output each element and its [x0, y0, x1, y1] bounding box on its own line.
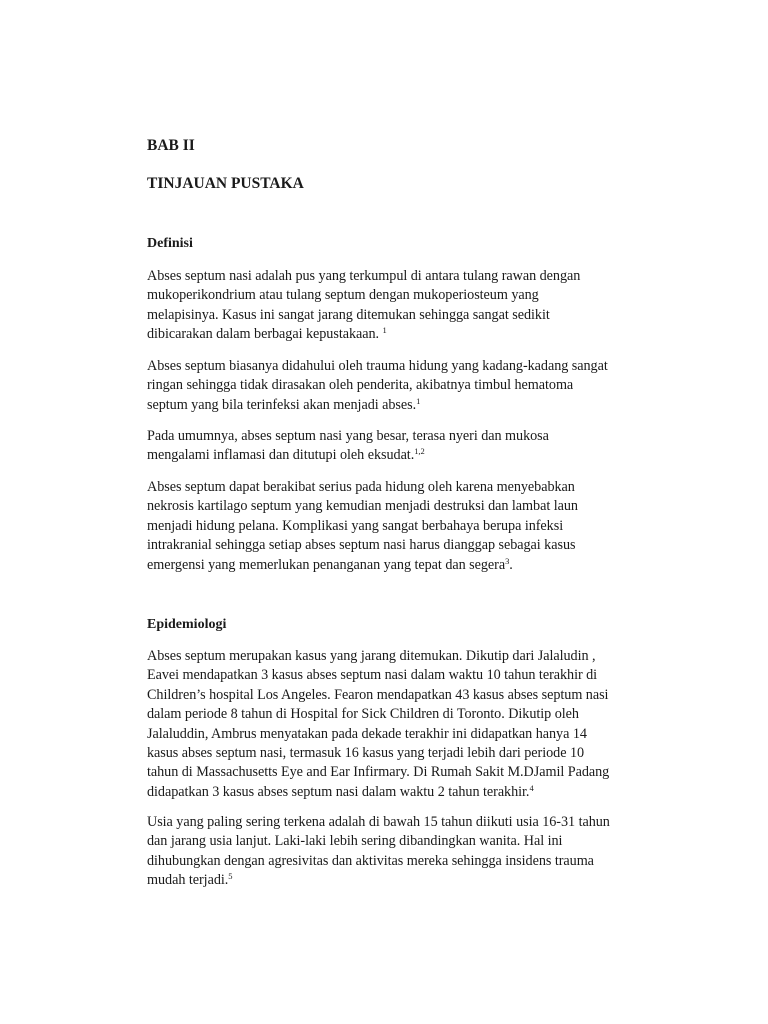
- text-line: Abses septum nasi adalah pus yang terkumpul di antara tulang rawan dengan: [147, 268, 581, 284]
- paragraph-definisi-4: [147, 478, 667, 575]
- text-line: Eavei mendapatkan 3 kasus abses septum nasi dalam waktu 10 tahun terakhir di: [147, 667, 598, 684]
- paragraph-epidemiologi-1: [147, 647, 667, 802]
- text-line-content: didapatkan 3 kasus abses septum nasi dalam waktu 2 tahun terakhir.: [147, 783, 530, 800]
- text-line-content: emergensi yang memerlukan penanganan yang tepat dan segera: [147, 556, 506, 573]
- text-line: [147, 556, 667, 575]
- text-line: [147, 871, 667, 890]
- text-line-content: septum yang bila terinfeksi akan menjadi abses.: [147, 396, 417, 413]
- text-line: dihubungkan dengan agresivitas dan aktivitas mereka sehingga insidens trauma: [147, 852, 594, 869]
- text-line: Abses septum dapat berakibat serius pada hidung oleh karena menyebabkan: [147, 479, 575, 495]
- text-line: melapisinya. Kasus ini sangat jarang ditemukan sehingga sangat sedikit: [147, 306, 550, 323]
- chapter-title: TINJAUAN PUSTAKA: [147, 175, 304, 192]
- text-line-tail: .: [509, 556, 513, 573]
- text-line-content: mengalami inflamasi dan ditutupi oleh eksudat.: [147, 447, 415, 464]
- text-line: [147, 325, 667, 344]
- text-line: Jalaluddin, Ambrus menyatakan pada dekade terakhir ini didapatkan hanya 14: [147, 725, 587, 742]
- text-line: mukoperikondrium atau tulang septum dengan mukoperiosteum yang: [147, 287, 539, 304]
- paragraph-definisi-1: [147, 267, 667, 345]
- text-line-content: mudah terjadi.: [147, 872, 229, 889]
- section-heading-epidemiologi: Epidemiologi: [147, 617, 227, 632]
- text-line: tahun di Massachusetts Eye and Ear Infirmary. Di Rumah Sakit M.DJamil Padang: [147, 764, 610, 781]
- paragraph-definisi-2: [147, 357, 667, 415]
- text-line: ringan sehingga tidak dirasakan oleh penderita, akibatnya timbul hematoma: [147, 377, 574, 394]
- citation-ref: 1,2: [414, 446, 425, 457]
- text-line: Pada umumnya, abses septum nasi yang besar, terasa nyeri dan mukosa: [147, 428, 549, 444]
- text-line: Abses septum biasanya didahului oleh trauma hidung yang kadang-kadang sangat: [147, 358, 608, 374]
- text-line: intrakranial sehingga setiap abses septum nasi harus dianggap sebagai kasus: [147, 537, 576, 554]
- chapter-number: BAB II: [147, 137, 195, 154]
- paragraph-definisi-3: [147, 427, 667, 466]
- text-line: Abses septum merupakan kasus yang jarang ditemukan. Dikutip dari Jalaludin ,: [147, 648, 596, 664]
- text-line: dalam periode 8 tahun di Hospital for Sick Children di Toronto. Dikutip oleh: [147, 706, 579, 723]
- text-line: Children’s hospital Los Angeles. Fearon mendapatkan 43 kasus abses septum nasi: [147, 686, 609, 703]
- citation-ref: 3: [505, 555, 510, 566]
- citation-ref: 4: [529, 782, 534, 793]
- citation-ref: 1: [416, 395, 421, 406]
- section-heading-definisi: Definisi: [147, 236, 193, 251]
- text-line-content: dibicarakan dalam berbagai kepustakaan.: [147, 326, 383, 343]
- text-line: dan jarang usia lanjut. Laki-laki lebih sering dibandingkan wanita. Hal ini: [147, 833, 563, 850]
- text-line: menjadi hidung pelana. Komplikasi yang sangat berbahaya berupa infeksi: [147, 517, 564, 534]
- text-line: kasus abses septum nasi, termasuk 16 kasus yang terjadi lebih dari periode 10: [147, 745, 585, 762]
- citation-ref: 5: [228, 871, 233, 882]
- citation-ref: 1: [382, 325, 387, 336]
- text-line: [147, 396, 667, 415]
- text-line: Usia yang paling sering terkena adalah di bawah 15 tahun diikuti usia 16-31 tahun: [147, 814, 610, 830]
- text-line: nekrosis kartilago septum yang kemudian menjadi destruksi dan lambat laun: [147, 498, 578, 515]
- paragraph-epidemiologi-2: [147, 813, 667, 891]
- text-line: [147, 446, 667, 465]
- text-line: [147, 783, 667, 802]
